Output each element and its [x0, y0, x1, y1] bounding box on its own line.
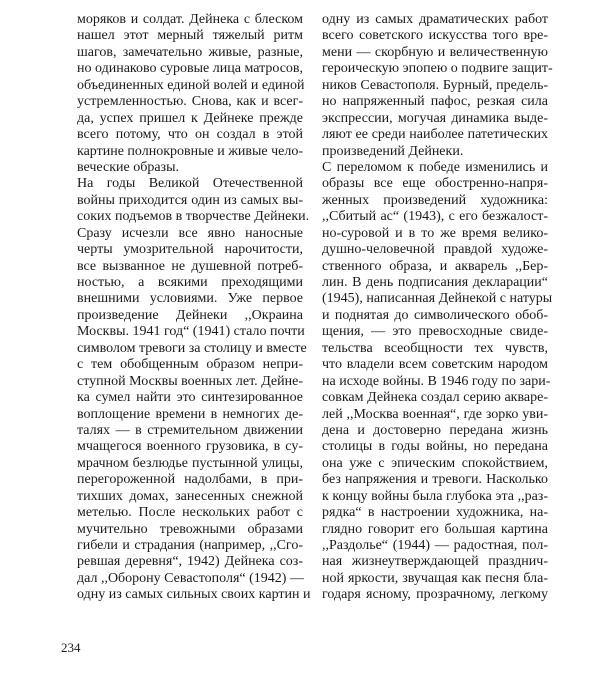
- text-line: ностью, а всякими преходящими: [77, 275, 303, 290]
- text-line: и поднятая до символического обоб-: [322, 307, 548, 323]
- text-line: но одинаково суровые лица матросов,: [77, 61, 304, 77]
- text-line: ка сумел найти это синтезированное: [77, 390, 303, 406]
- text-line: столицы в годы войны, но передана: [322, 439, 548, 455]
- text-line: символом тревоги за столицу и вместе: [77, 340, 307, 356]
- text-line: тельства всеобщности тех чувств,: [322, 340, 548, 356]
- text-line: ступной Москвы военных лет. Дейне-: [77, 373, 303, 389]
- text-line: одну из самых драматических работ: [322, 12, 548, 27]
- text-line: ная жизнеутверждающей празднич-: [322, 554, 548, 570]
- text-line: щения, — это превосходные свиде-: [322, 324, 548, 340]
- right-text-column: [322, 12, 553, 604]
- text-line: рядка“ в настроении художника, на-: [322, 505, 548, 521]
- text-line: лин. В день подписания декларации“: [322, 275, 548, 290]
- text-line: женных произведений художника:: [322, 192, 548, 208]
- text-line: С переломом к победе изменились и: [322, 159, 548, 175]
- text-line: (1945), написанная Дейнекой с натуры: [322, 291, 553, 307]
- text-line: что владели всем советским народом: [322, 357, 548, 373]
- text-line: ников Севастополя. Бурный, предель-: [322, 77, 548, 93]
- text-line: веческие образы.: [77, 159, 179, 175]
- text-line: тихших домах, занесенных снежной: [77, 488, 303, 504]
- text-line: к концу войны была глубока эта ,,раз-: [322, 488, 548, 504]
- text-line: талях — в стремительном движении: [77, 422, 303, 438]
- text-line: но-суровой и в то же время велико-: [322, 225, 548, 241]
- left-text-column: [77, 12, 311, 604]
- text-line: устремленностью. Снова, как и всег-: [77, 94, 303, 110]
- text-line: ,,Раздолье“ (1944) — радостная, пол-: [322, 538, 548, 553]
- text-line: ственного образа, и акварель ,,Бер-: [322, 258, 548, 274]
- text-line: без напряжения и тревоги. Насколько: [322, 472, 548, 488]
- text-line: объединенных единой волей и единой: [77, 77, 305, 93]
- text-line: гибели и страдания (например, ,,Сго-: [77, 538, 303, 553]
- text-line: метелью. После нескольких работ с: [77, 505, 303, 521]
- text-line: произведений Дейнеки.: [322, 143, 464, 159]
- text-line: моряков и солдат. Дейнека с блеском: [77, 12, 303, 27]
- text-line: войны приходится один из самых вы-: [77, 192, 303, 208]
- page-number: 234: [61, 640, 81, 655]
- text-line: совкам Дейнека создал серию акваре-: [322, 390, 548, 406]
- text-line: она уже с эпическим спокойствием,: [322, 455, 548, 471]
- text-line: мчащегося военного грузовика, в су-: [77, 439, 303, 455]
- text-line: лей ,,Москва военная“, где зорко уви-: [322, 406, 548, 422]
- text-line: с тем обобщенным образом непри-: [77, 357, 303, 373]
- text-line: Москвы. 1941 год“ (1941) стало почти: [77, 324, 305, 340]
- text-line: мучительно тревожными образами: [77, 521, 303, 537]
- text-line: душно-человечной правдой художе-: [322, 242, 548, 258]
- text-line: произведение Дейнеки ,,Окраина: [77, 307, 303, 323]
- text-line: всего советского искусства того вре-: [322, 28, 548, 44]
- text-line: Сразу исчезли все явно наносные: [77, 225, 303, 241]
- text-line: ,,Сбитый ас“ (1943), с его безжалост-: [322, 209, 548, 225]
- text-line: на исходе войны. В 1946 году по зари-: [322, 373, 551, 389]
- text-line: перегороженной надолбами, в при-: [77, 472, 303, 488]
- text-line: героическую эпопею о подвиге защит-: [322, 61, 553, 77]
- text-line: На годы Великой Отечественной: [77, 176, 303, 192]
- text-line: воплощение времени в немногих де-: [77, 406, 303, 422]
- text-line: ляют ее среди наиболее патетических: [322, 127, 548, 143]
- text-line: ревшая деревня“, 1942) Дейнека соз-: [77, 554, 303, 570]
- text-line: экспрессии, могучая динамика выде-: [322, 110, 548, 126]
- text-line: дена и достоверно передана жизнь: [322, 422, 548, 438]
- text-line: годаря ясному, прозрачному, легкому: [322, 587, 548, 603]
- text-line: шагов, замечательно живые, разные,: [77, 44, 303, 60]
- text-line: все вызванное не душевной потреб-: [77, 258, 303, 274]
- text-line: внешними условиями. Уже первое: [77, 291, 303, 307]
- text-line: нашел этот мерный тяжелый ритм: [77, 28, 303, 44]
- text-line: но напряженный пафос, резкая сила: [322, 94, 548, 110]
- text-line: картине полнокровные и живые чело-: [77, 143, 304, 159]
- text-line: соких подъемов в творчестве Дейнеки.: [77, 209, 310, 225]
- text-line: мени — скорбную и величественную: [322, 44, 548, 60]
- text-line: ной яркости, звучащая как песня бла-: [322, 570, 548, 586]
- text-line: мрачном безлюдье пустынной улицы,: [77, 455, 303, 471]
- text-line: дал ,,Оборону Севастополя“ (1942) —: [77, 570, 304, 586]
- text-line: глядно говорит его большая картина: [322, 521, 548, 537]
- text-line: черты умозрительной нарочитости,: [77, 242, 303, 258]
- text-line: образы все еще обостренно-напря-: [322, 176, 548, 192]
- text-line: одну из самых сильных своих картин и: [77, 587, 311, 603]
- text-line: всего потому, что он создал в этой: [77, 127, 303, 143]
- text-line: да, успех пришел к Дейнеке прежде: [77, 110, 303, 126]
